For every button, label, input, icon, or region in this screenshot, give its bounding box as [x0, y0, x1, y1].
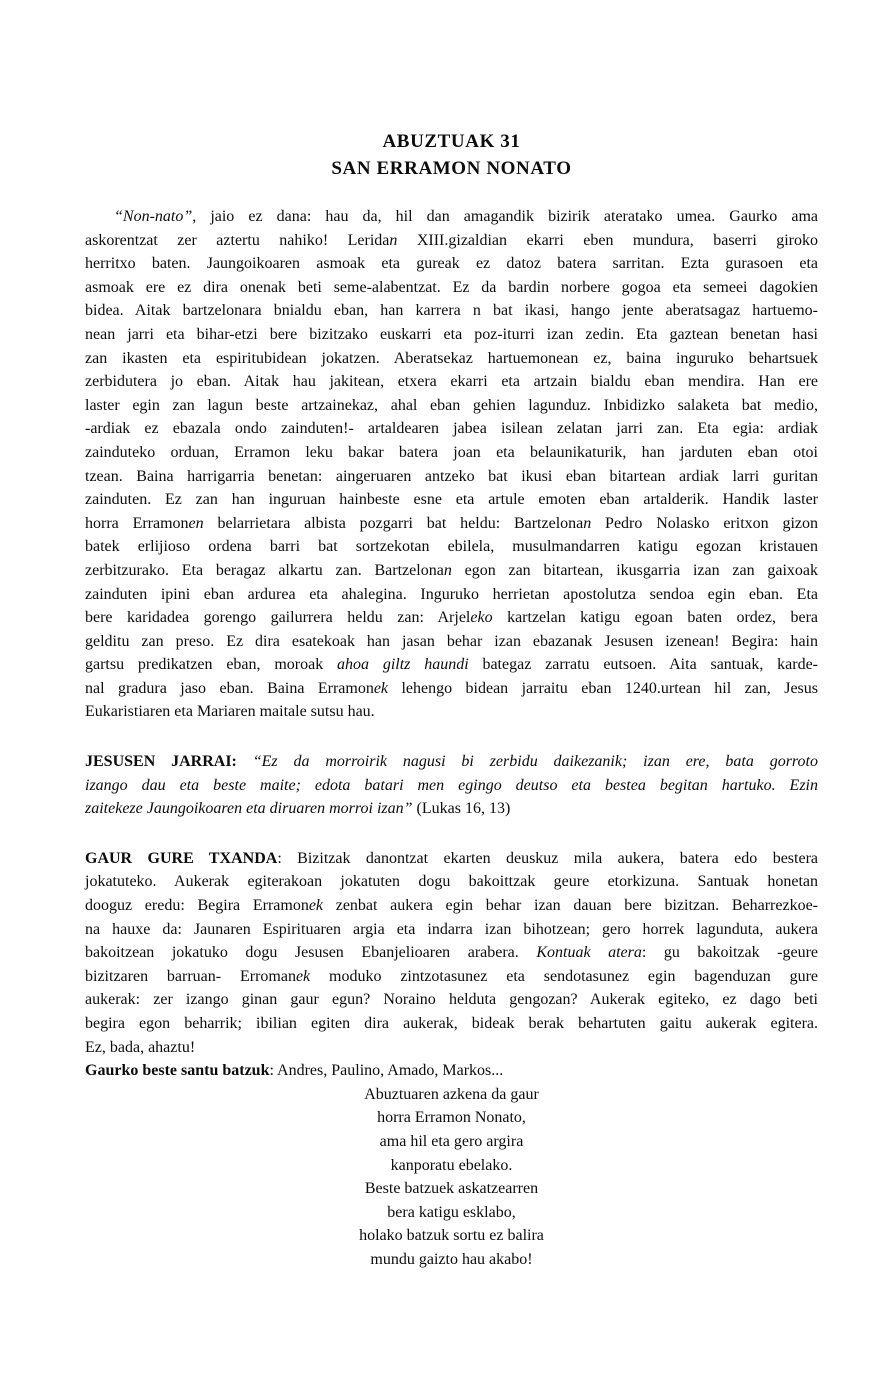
text-segment: eko — [470, 609, 493, 627]
text-segment: batek erlijioso ordena barri bat sortzekotan ebilela, musulmandarren katigu egozan kristauen — [85, 538, 818, 556]
text-line — [85, 918, 818, 942]
text-line — [85, 583, 818, 607]
text-segment: aukerak: zer izango ginan gaur egun? Noraino helduta gengozan? Aukerak egiteko, ez dago beti — [85, 991, 818, 1009]
jesusen-jarrai-paragraph — [85, 750, 818, 821]
text-segment: zainduteko orduan, Erramon leku bakar batera joan eta belaunikaturik, han jarduten eban otoi — [85, 443, 818, 461]
text-segment: ama hil eta gero argira — [379, 1132, 524, 1150]
text-segment: kartzelan katigu egoan baten ordez, bera — [492, 609, 819, 627]
text-segment: mundu gaizto hau akabo! — [370, 1250, 533, 1268]
text-segment: bizitzaren barruan- Erroman — [85, 967, 296, 985]
text-segment: nean jarri eta bihar-etzi bere bizitzako euskarri eta poz-iturri izan zedin. Eta gaztean benetan hasi — [85, 325, 818, 343]
text-segment: asmoak ere ez dira onenak beti seme-alabentzat. Ez da bardin norbere gogoa eta semeei dagokien — [85, 278, 818, 296]
text-line — [85, 205, 818, 229]
text-segment: XIII.gizaldian ekarri eben mundura, baserri giroko — [397, 231, 818, 249]
title-saint-name: SAN ERRAMON NONATO — [331, 158, 572, 179]
text-line — [85, 1130, 818, 1154]
text-line — [85, 870, 818, 894]
text-segment: herritxo baten. Jaungoikoaren asmoak eta gureak ez datoz batera sarritan. Ezta gurasoen eta — [85, 255, 818, 273]
text-segment: horra Erramon — [85, 514, 189, 532]
text-segment: moduko zintzotasunez eta sendotasunez egin bagenduzan gure — [310, 967, 818, 985]
text-segment: JESUSEN JARRAI: — [85, 753, 237, 771]
text-segment: zerbidutera jo eban. Aitak hau jakitean, etxera ekarri eta artzain bialdu eban mendira. Han ere — [85, 373, 818, 391]
text-line — [85, 1201, 818, 1225]
text-segment: ek — [308, 897, 324, 915]
text-line — [85, 677, 818, 701]
text-line — [85, 488, 818, 512]
text-segment: zainduten ipini eban ardurea eta ahalegina. Inguruko herrietan apostolutza sendoa egin eban. Eta — [85, 585, 818, 603]
text-segment: : Bizitzak danontzat ekarten deuskuz mila aukera, batera edo bestera — [277, 849, 818, 867]
text-segment: ek — [373, 679, 389, 697]
text-line — [85, 630, 818, 654]
text-segment: zaitekeze Jaungoikoaren eta diruaren morroi izan” — [85, 800, 413, 818]
text-segment: gartsu predikatzen eban, moroak — [85, 656, 338, 674]
text-line — [85, 512, 818, 536]
text-line — [85, 894, 818, 918]
text-segment: bidea. Aitak bartzelonara bnialdu eban, han karrera n bat ikasi, hango jente aberatsagaz hartuemo- — [85, 302, 818, 320]
text-segment: jokatuteko. Aukerak egiterakoan jokatuten dogu bakoittzak geure etorkizuna. Santuak honetan — [85, 873, 818, 891]
text-segment: laster egin zan lagun beste artzainekaz, ahal eban gehien lagunduz. Inbidizko salaketa bat medio, — [85, 396, 818, 414]
text-segment: en — [188, 514, 204, 532]
text-segment: ek — [295, 967, 311, 985]
text-line — [85, 750, 818, 774]
text-segment: bere karidadea gorengo gailurrera heldu zan: Arjel — [85, 609, 471, 627]
text-line — [85, 1224, 818, 1248]
text-segment: n — [389, 231, 398, 249]
text-segment: Beste batzuek askatzearren — [364, 1180, 539, 1198]
text-line — [85, 535, 818, 559]
text-line — [85, 559, 818, 583]
text-segment: gelditu zan preso. Ez dira esatekoak han jasan behar izan ebazanak Jesusen izenean! Begira: hain — [85, 632, 818, 650]
text-line — [85, 653, 818, 677]
text-line — [85, 276, 818, 300]
text-line — [85, 1083, 818, 1107]
intro-paragraph — [85, 205, 818, 724]
text-line — [85, 252, 818, 276]
other-saints-line — [85, 1059, 818, 1083]
text-segment: bategaz zarratu eutsoen. Aita santuak, karde- — [468, 656, 819, 674]
text-segment: n — [443, 561, 452, 579]
text-line — [85, 299, 818, 323]
text-line — [85, 1036, 818, 1060]
text-segment: Pedro Nolasko eritxon gizon — [591, 514, 819, 532]
text-line — [85, 1177, 818, 1201]
text-segment: “Ez da morroirik nagusi bi zerbidu daikezanik; izan ere, bata gorroto — [252, 753, 818, 771]
text-segment: , jaio ez dana: hau da, hil dan amagandik bizirik ateratako umea. Gaurko ama — [192, 208, 818, 225]
text-line — [85, 323, 818, 347]
text-line — [85, 1248, 818, 1272]
text-segment: Ez, bada, ahaztu! — [85, 1038, 196, 1056]
text-line — [85, 441, 818, 465]
text-segment: : gu bakoitzak -geure — [641, 944, 819, 962]
text-segment: zainduten. Ez zan han inguruan hainbeste esne eta artule emoten eban artalderik. Handik laster — [85, 491, 818, 509]
text-line — [85, 774, 818, 798]
text-segment: izango dau eta beste maite; edota batari men egingo deutso eta bestea begitan hartuko. Ezin — [85, 776, 818, 794]
text-segment: belarrietara albista pozgarri bat heldu: Bartzelona — [203, 514, 584, 532]
text-line — [85, 370, 818, 394]
text-line — [85, 797, 818, 821]
text-segment: dooguz eredu: Begira Erramon — [85, 897, 309, 915]
text-segment: Gaurko beste santu batzuk — [85, 1062, 270, 1080]
text-segment: zan ikasten eta espiritubidean jokatzen. Aberatsekaz hartuemonean ez, baina inguruko behartsuek — [85, 349, 818, 367]
text-segment: egon zan bitartean, ikusgarria izan zan gaixoak — [451, 561, 818, 579]
text-line — [85, 1154, 818, 1178]
text-segment: bakoitzean jokatuko dogu Jesusen Ebanjelioaren arabera. — [85, 944, 537, 962]
text-segment: holako batzuk sortu ez balira — [359, 1227, 544, 1245]
text-segment: Kontuak atera — [536, 944, 642, 962]
text-segment: lehengo bidean jarraitu eban 1240.urtean hil zan, Jesus — [388, 679, 819, 697]
text-segment: (Lukas 16, 13) — [412, 800, 511, 818]
text-segment: -ardiak ez ebazala ondo zainduten!- artaldearen jabea isilean zelatan jarri zan. Eta egia: ardiak — [85, 420, 818, 438]
text-segment: GAUR GURE TXANDA — [85, 849, 278, 867]
text-segment: horra Erramon Nonato, — [377, 1109, 526, 1127]
text-line — [85, 1059, 818, 1083]
text-segment: zerbitzurako. Eta beragaz alkartu zan. Bartzelona — [85, 561, 444, 579]
text-line — [85, 700, 818, 724]
gaur-gure-txanda-paragraph — [85, 847, 818, 1059]
text-line — [85, 941, 818, 965]
text-segment: na hauxe da: Jaunaren Espirituaren argia eta indarra izan bihotzean; gero horrek lagunduta, aukera — [85, 920, 818, 938]
title-date-line: ABUZTUAK 31 — [382, 131, 521, 152]
text-segment: kanporatu ebelako. — [390, 1156, 513, 1174]
text-line — [85, 465, 818, 489]
text-segment: askorentzat zer aztertu nahiko! Lerida — [85, 231, 390, 249]
text-line — [85, 988, 818, 1012]
text-line — [85, 229, 818, 253]
text-segment: Eukaristiaren eta Mariaren maitale sutsu hau. — [85, 703, 375, 721]
text-line — [85, 1012, 818, 1036]
text-segment: nal gradura jaso eban. Baina Erramon — [85, 679, 374, 697]
text-segment: Abuztuaren azkena da gaur — [364, 1085, 539, 1103]
text-line — [85, 965, 818, 989]
text-segment: “Non-nato” — [114, 208, 193, 225]
text-line — [85, 606, 818, 630]
text-segment: zenbat aukera egin behar izan dauan bere bizitzan. Beharrezkoe- — [323, 897, 818, 915]
text-line — [85, 847, 818, 871]
text-segment: bera katigu esklabo, — [387, 1203, 516, 1221]
text-segment — [237, 753, 253, 770]
text-segment: : Andres, Paulino, Amado, Markos... — [269, 1062, 504, 1080]
text-segment: begira egon beharrik; ibilian egiten dira aukerak, bideak berak behartuten gaitu aukerak egitera. — [85, 1015, 818, 1032]
text-segment: tzean. Baina harrigarria benetan: aingeruaren antzeko bat ikusi eban bitartean ardiak larri guritan — [85, 467, 818, 485]
text-line — [85, 394, 818, 418]
text-line — [85, 1106, 818, 1130]
text-segment: n — [583, 514, 592, 532]
text-line — [85, 347, 818, 371]
text-line — [85, 417, 818, 441]
poem — [85, 1083, 818, 1272]
page-title — [85, 128, 818, 182]
text-segment: ahoa giltz haundi — [337, 656, 469, 674]
